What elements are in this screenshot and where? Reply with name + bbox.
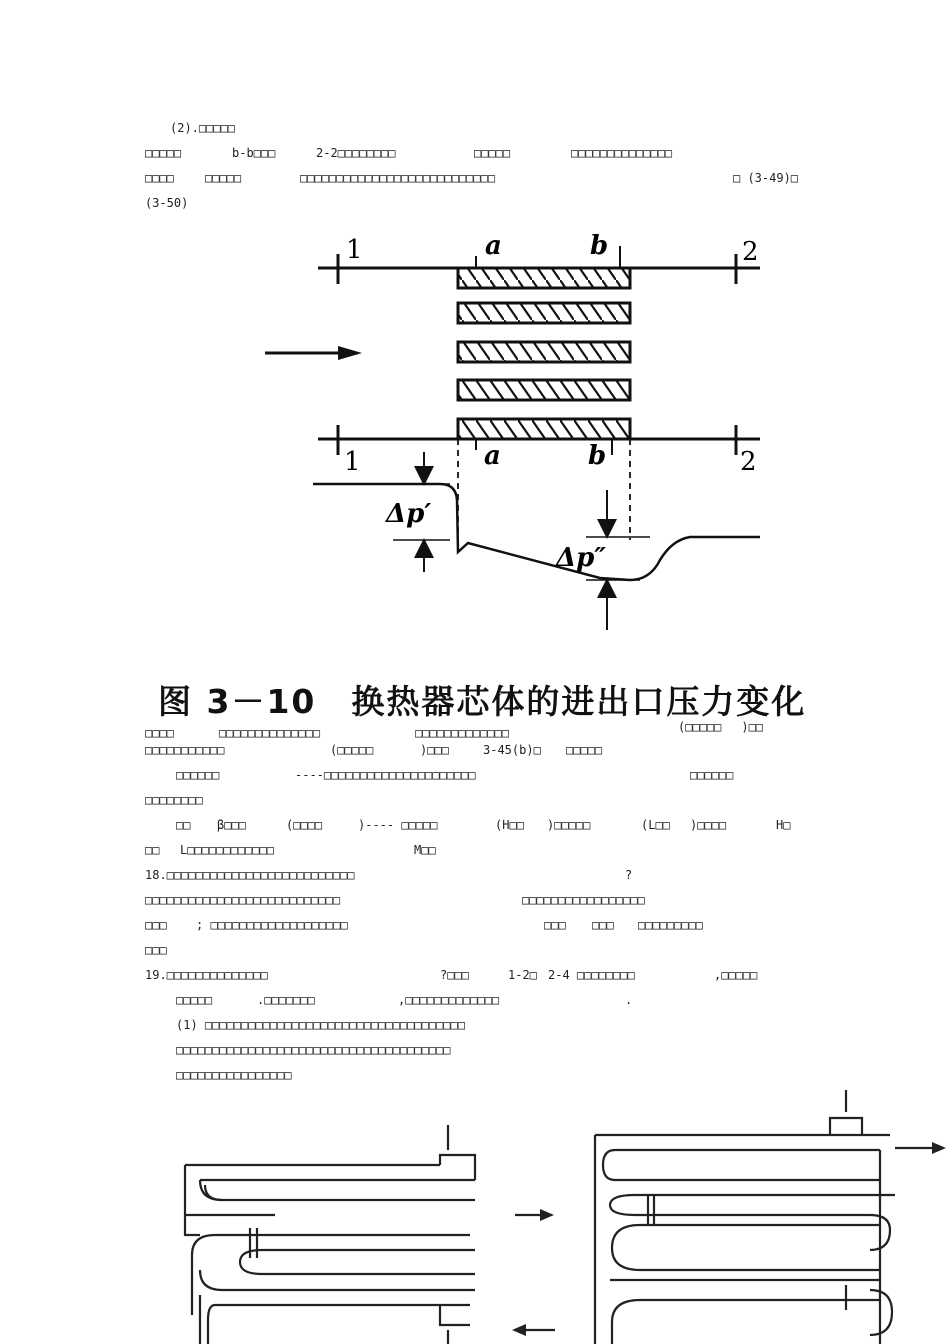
text-line: □□□□□□□□□□□ xyxy=(145,743,225,757)
text-line: □□□□ □□□□□□□□□□□□□□ □□□□□□□□□□□□□ xyxy=(145,726,509,740)
text-line: 18.□□□□□□□□□□□□□□□□□□□□□□□□□□ xyxy=(145,868,355,882)
text-line: ? xyxy=(625,868,633,882)
label-section-2: 2 xyxy=(742,237,759,267)
text-line: ----□□□□□□□□□□□□□□□□□□□□□ xyxy=(295,768,476,782)
text-line: (H□□ xyxy=(495,818,524,832)
text-line: M□□ xyxy=(414,843,436,857)
text-line: □□□□□□□□ xyxy=(145,793,203,807)
text-line: □□□ xyxy=(145,918,167,932)
label-delta-p-inlet: Δp′ xyxy=(386,499,432,529)
text-line: 3-45(b)□ xyxy=(483,743,541,757)
text-line: )□□□□ xyxy=(690,818,727,832)
text-line: )□□□□□ xyxy=(547,818,591,832)
exchanger-right xyxy=(595,1090,895,1344)
text-line: (L□□ xyxy=(641,818,670,832)
label-section-1: 1 xyxy=(346,235,363,265)
text-line: 1-2□ xyxy=(508,968,537,982)
text-line: )---- □□□□□ xyxy=(358,818,438,832)
text-line: □□□□ xyxy=(145,171,174,185)
text-line: □□□ xyxy=(592,918,614,932)
text-line: □□□□□ xyxy=(566,743,603,757)
text-line: □□ xyxy=(176,818,191,832)
text-line: (□□□□□ )□□ xyxy=(678,720,764,734)
text-line: □□□□□□□□□ xyxy=(638,918,704,932)
text-line: β□□□ xyxy=(217,818,246,832)
text-line: □□□□□ xyxy=(145,146,182,160)
text-line: ,□□□□□□□□□□□□□ xyxy=(398,993,500,1007)
text-line: 2-4 □□□□□□□□ xyxy=(548,968,635,982)
text-line: (2).□□□□□ xyxy=(170,121,236,135)
text-line: .□□□□□□□ xyxy=(257,993,315,1007)
text-line: (□□□□ xyxy=(286,818,323,832)
text-line: 2-2□□□□□□□□ xyxy=(316,146,396,160)
text-line: L□□□□□□□□□□□□ xyxy=(180,843,274,857)
text-line: ?□□□ xyxy=(440,968,469,982)
text-line: ,□□□□□ xyxy=(714,968,758,982)
label-section-b: b xyxy=(590,231,609,261)
text-line: b-b□□□ xyxy=(232,146,276,160)
text-line: ; □□□□□□□□□□□□□□□□□□□ xyxy=(196,918,348,932)
label-section-b: b xyxy=(588,441,607,471)
text-line: (3-50) xyxy=(145,196,189,210)
text-line: □□□□□□□□□□□□□□□□□ xyxy=(522,893,645,907)
label-delta-p-outlet: Δp″ xyxy=(556,543,606,573)
label-section-a: a xyxy=(485,231,502,261)
text-line: □□□□□□□□□□□□□□□□□□□□□□□□□□□□□□□□□□□□□□ xyxy=(176,1043,451,1057)
text-line: □□□□□□□□□□□□□□□□□□□□□□□□□□□ xyxy=(300,171,496,185)
figure-caption: 图 3－10 换热器芯体的进出口压力变化 xyxy=(158,682,807,721)
text-line: □□□ xyxy=(145,943,167,957)
text-line: □□ xyxy=(145,843,160,857)
label-section-2: 2 xyxy=(740,447,757,477)
text-line: □□□□□□□□□□□□□□□□□□□□□□□□□□□ xyxy=(145,893,341,907)
exchanger-left xyxy=(185,1125,475,1344)
text-line: □□□□□□□□□□□□□□□□ xyxy=(176,1068,292,1082)
text-line: □□□□□□□□□□□□□□ xyxy=(571,146,673,160)
text-line: H□ xyxy=(776,818,791,832)
text-line: 19.□□□□□□□□□□□□□□ xyxy=(145,968,268,982)
label-section-1: 1 xyxy=(344,447,361,477)
text-line: )□□□ xyxy=(420,743,449,757)
text-line: □□□□□ xyxy=(176,993,213,1007)
text-line: □□□ xyxy=(544,918,566,932)
text-line: (1) □□□□□□□□□□□□□□□□□□□□□□□□□□□□□□□□□□□□ xyxy=(176,1018,465,1032)
text-line: □□□□□ xyxy=(205,171,242,185)
text-line: □□□□□ xyxy=(474,146,511,160)
label-section-a: a xyxy=(484,441,501,471)
text-line: . xyxy=(625,993,633,1007)
text-line: (□□□□□ xyxy=(330,743,374,757)
text-line: □□□□□□ xyxy=(690,768,734,782)
text-line: □□□□□□ xyxy=(176,768,220,782)
text-line: □ (3-49)□ xyxy=(733,171,799,185)
